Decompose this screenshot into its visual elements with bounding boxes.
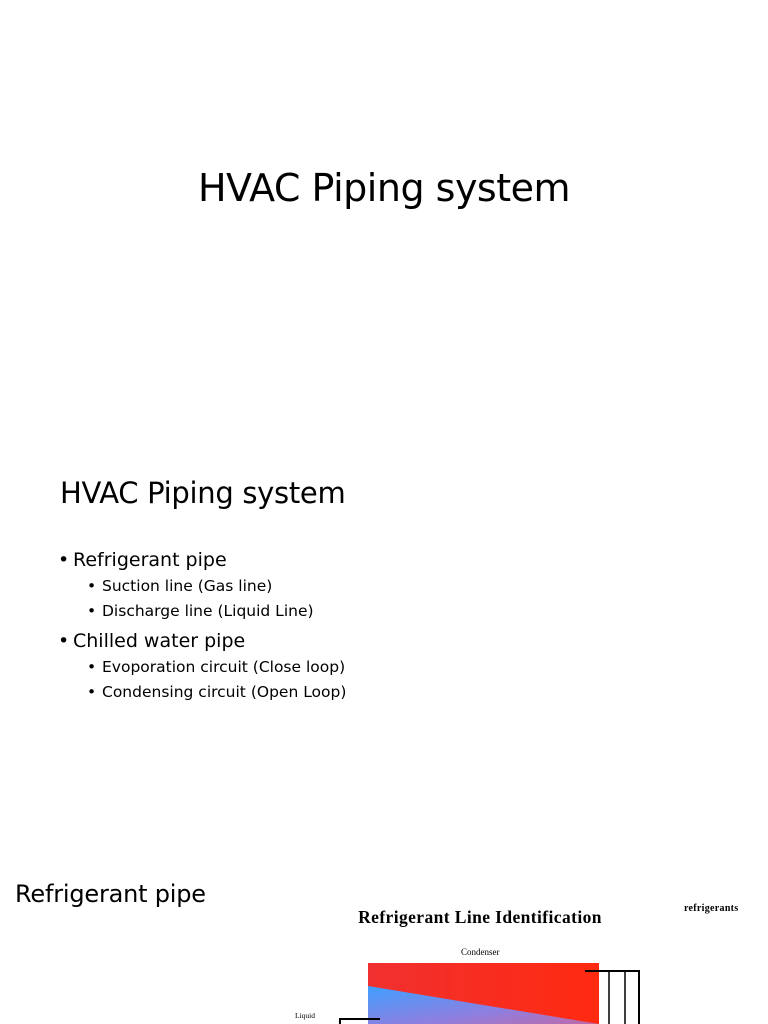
bullet-dot: • <box>87 658 97 676</box>
bullet-dot: • <box>58 549 70 571</box>
bullet-list <box>58 546 346 708</box>
sub-bullet-list <box>58 574 346 623</box>
sub-bullet-text: Condensing circuit (Open Loop) <box>102 682 347 701</box>
sub-bullet-item <box>87 680 346 705</box>
sub-bullet-item <box>87 655 346 680</box>
liquid-label: Liquid <box>295 1011 315 1020</box>
slide-heading: Refrigerant pipe <box>15 880 206 908</box>
bullet-dot: • <box>58 630 70 652</box>
slide-heading: HVAC Piping system <box>60 476 346 510</box>
sub-bullet-text: Discharge line (Liquid Line) <box>102 601 314 620</box>
slide-title: HVAC Piping system <box>197 166 571 210</box>
bullet-dot: • <box>87 601 97 620</box>
sub-bullet-item <box>87 599 346 624</box>
bullet-item <box>58 546 346 623</box>
bullet-item <box>58 627 346 704</box>
figure-title: Refrigerant Line Identification <box>358 907 602 927</box>
sub-bullet-text: Evoporation circuit (Close loop) <box>102 658 346 676</box>
condenser-label: Condenser <box>461 947 500 957</box>
sub-bullet-list <box>58 655 346 704</box>
content-slide <box>0 432 768 864</box>
figure-corner-label: refrigerants <box>684 903 739 914</box>
sub-bullet-text: Suction line (Gas line) <box>102 577 273 595</box>
refrigerant-diagram <box>0 864 768 1024</box>
diagram-slide <box>0 864 768 1024</box>
bullet-text: Chilled water pipe <box>73 630 246 652</box>
bullet-dot: • <box>87 577 97 595</box>
sub-bullet-item <box>87 574 346 599</box>
title-slide <box>0 0 768 432</box>
bullet-dot: • <box>87 682 97 701</box>
bullet-text: Refrigerant pipe <box>73 549 227 571</box>
